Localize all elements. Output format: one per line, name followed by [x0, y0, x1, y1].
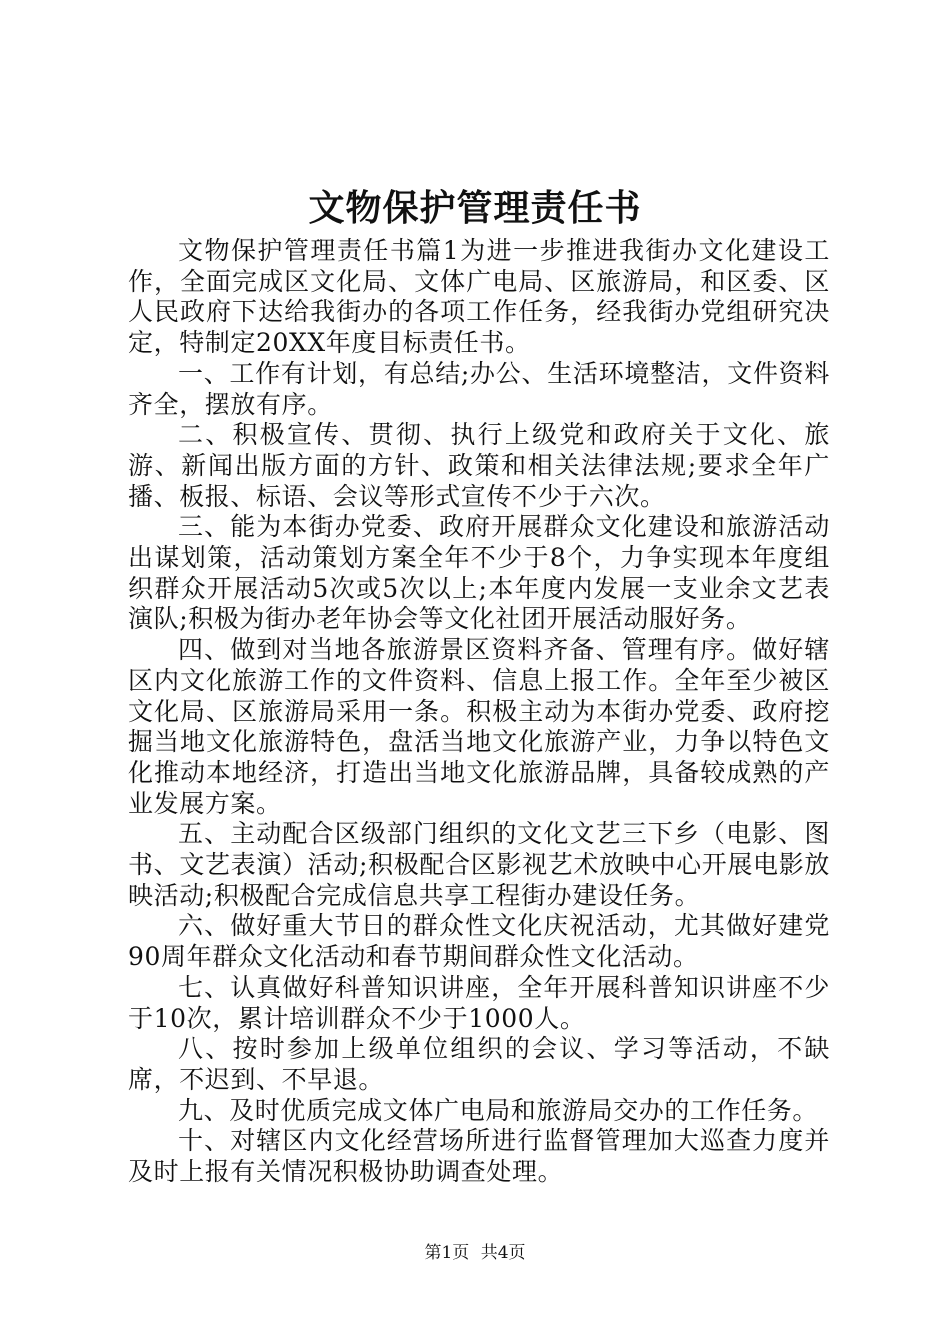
paragraph-item-9: 九、及时优质完成文体广电局和旅游局交办的工作任务。: [178, 1095, 819, 1125]
paragraph-intro: 文物保护管理责任书篇1为进一步推进我街办文化建设工作，全面完成区文化局、文体广电局、区旅游局，和区委、区人民政府下达给我街办的各项工作任务，经我街办党组研究决定，特制定20XX年度目标责任书。: [128, 236, 830, 358]
page-footer: [0, 1241, 950, 1265]
paragraph-item-5: 五、主动配合区级部门组织的文化文艺三下乡（电影、图书、文艺表演）活动;积极配合区影视艺术放映中心开展电影放映活动;积极配合完成信息共享工程街办建设任务。: [128, 819, 830, 910]
document-body: [128, 236, 830, 1188]
page-number-total: 共4页: [480, 1243, 526, 1263]
document-title: 文物保护管理责任书: [308, 187, 642, 229]
page-number-current: 第1页: [424, 1243, 470, 1263]
paragraph-item-3: 三、能为本街办党委、政府开展群众文化建设和旅游活动出谋划策，活动策划方案全年不少于8个，力争实现本年度组织群众开展活动5次或5次以上;本年度内发展一支业余文艺表演队;积极为街办老年协会等文化社团开展活动服好务。: [128, 512, 830, 634]
paragraph-item-4: 四、做到对当地各旅游景区资料齐备、管理有序。做好辖区内文化旅游工作的文件资料、信息上报工作。全年至少被区文化局、区旅游局采用一条。积极主动为本街办党委、政府挖掘当地文化旅游特色，盘活当地文化旅游产业，力争以特色文化推动本地经济，打造出当地文化旅游品牌，具备较成熟的产业发展方案。: [128, 635, 830, 818]
paragraph-item-6: 六、做好重大节日的群众性文化庆祝活动，尤其做好建党90周年群众文化活动和春节期间群众性文化活动。: [128, 911, 830, 972]
paragraph-item-7: 七、认真做好科普知识讲座，全年开展科普知识讲座不少于10次，累计培训群众不少于1000人。: [128, 972, 830, 1033]
paragraph-item-8: 八、按时参加上级单位组织的会议、学习等活动，不缺席，不迟到、不早退。: [128, 1034, 830, 1094]
paragraph-item-1: 一、工作有计划，有总结;办公、生活环境整洁，文件资料齐全，摆放有序。: [128, 358, 830, 419]
paragraph-item-10: 十、对辖区内文化经营场所进行监督管理加大巡查力度并及时上报有关情况积极协助调查处理。: [128, 1126, 830, 1187]
paragraph-item-2: 二、积极宣传、贯彻、执行上级党和政府关于文化、旅游、新闻出版方面的方针、政策和相关法律法规;要求全年广播、板报、标语、会议等形式宣传不少于六次。: [128, 420, 830, 511]
